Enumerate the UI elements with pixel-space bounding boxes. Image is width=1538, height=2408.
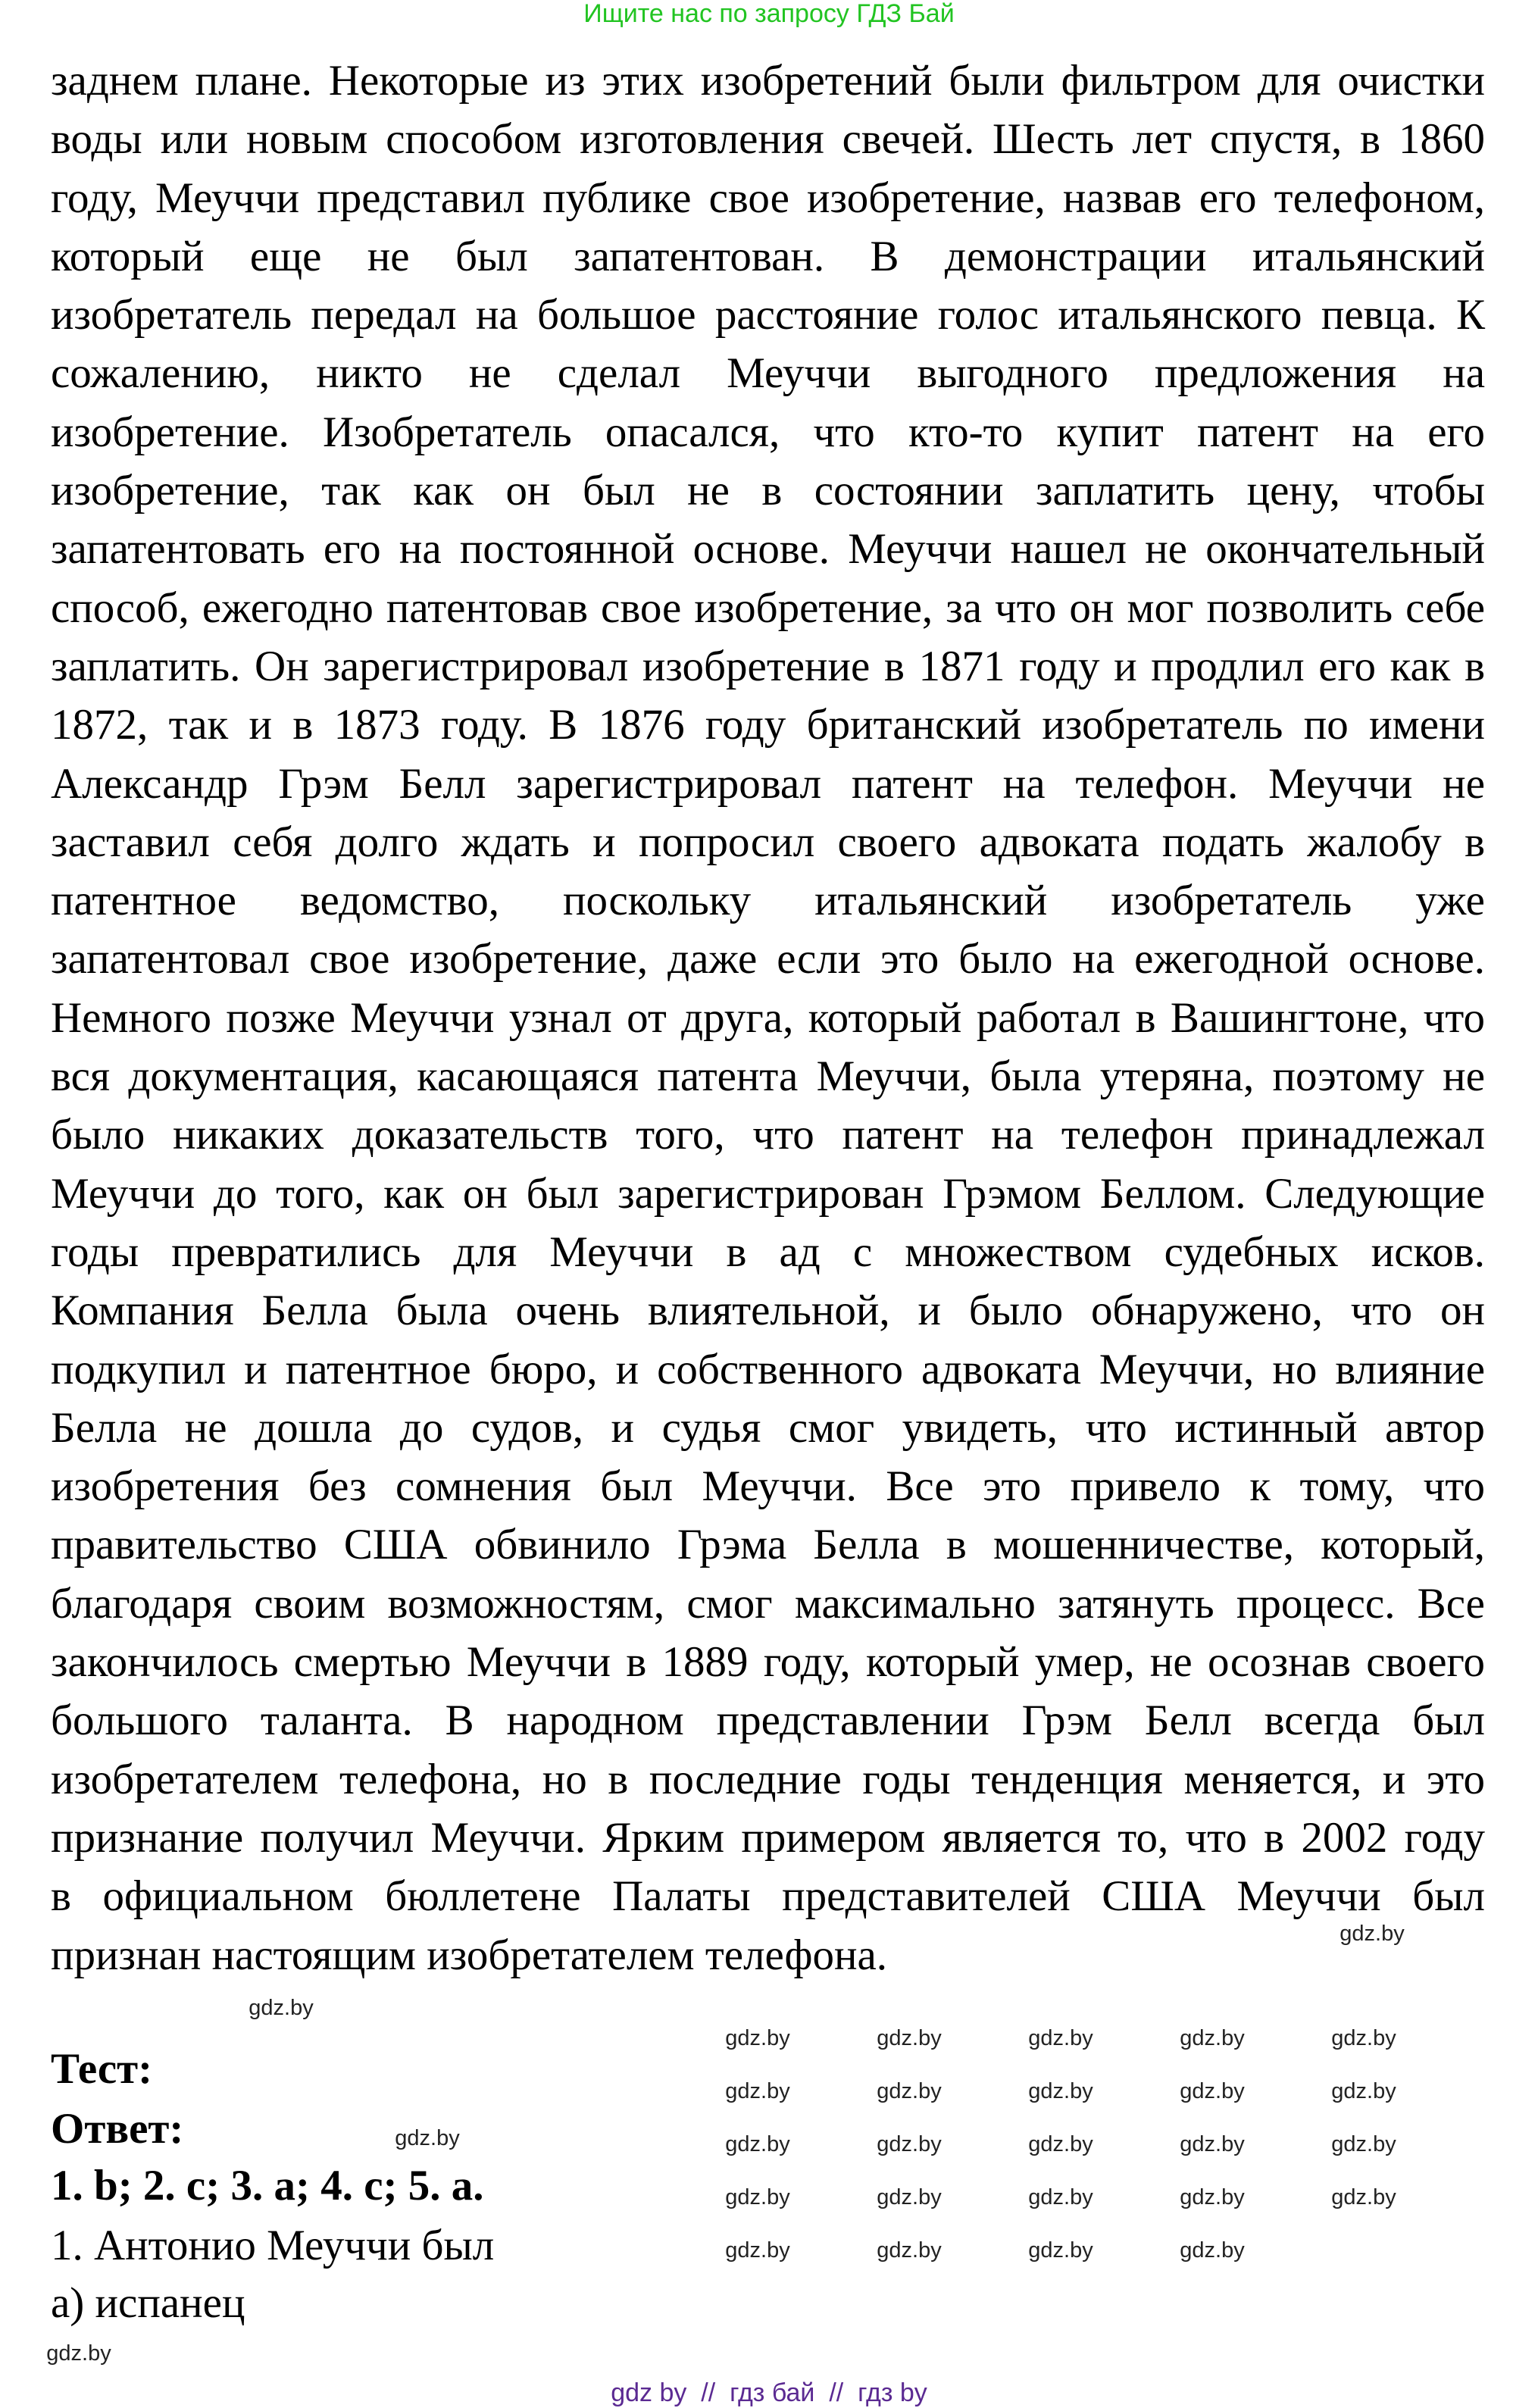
answer-key: 1. b; 2. c; 3. a; 4. c; 5. a. — [51, 2162, 484, 2209]
text-line: патентное ведомство, поскольку итальянский изобретатель уже — [51, 877, 1485, 925]
watermark: gdz.by — [1028, 2079, 1093, 2103]
test-heading: Тест: — [51, 2045, 153, 2093]
watermark: gdz.by — [1331, 2026, 1396, 2050]
footer-links: gdz by // гдз бай // гдз by — [611, 2378, 927, 2407]
text-line: Александр Грэм Белл зарегистрировал патент на телефон. Меуччи не — [51, 759, 1485, 808]
text-line: заплатить. Он зарегистрировал изобретение в 1871 году и продлил его как в — [51, 642, 1485, 690]
watermark: gdz.by — [1180, 2026, 1245, 2050]
header-banner: Ищите нас по запросу ГДЗ Бай — [583, 0, 955, 28]
watermark: gdz.by — [1339, 1922, 1405, 1946]
body-paragraph — [51, 52, 1485, 1984]
text-line: 1872, так и в 1873 году. В 1876 году британский изобретатель по имени — [51, 701, 1485, 749]
text-line: большого таланта. В народном представлении Грэм Белл всегда был — [51, 1697, 1485, 1745]
text-line: годы превратились для Меуччи в ад с множеством судебных исков. — [51, 1227, 1485, 1276]
text-line: заднем плане. Некоторые из этих изобретений были фильтром для очистки — [51, 57, 1485, 105]
text-line: изобретателем телефона, но в последние годы тенденция меняется, и это — [51, 1755, 1485, 1803]
text-line: изобретение. Изобретатель опасался, что кто-то купит патент на его — [51, 408, 1485, 456]
text-line: запатентовал свое изобретение, даже если это было на ежегодной основе. — [51, 935, 1485, 984]
watermark: gdz.by — [1180, 2132, 1245, 2156]
text-line: было никаких доказательств того, что патент на телефон принадлежал — [51, 1111, 1485, 1159]
watermark: gdz.by — [725, 2238, 790, 2263]
watermark: gdz.by — [877, 2132, 942, 2156]
watermark: gdz.by — [1180, 2238, 1245, 2263]
watermark: gdz.by — [46, 2341, 111, 2366]
text-line: Компания Белла была очень влиятельной, и было обнаружено, что он — [51, 1287, 1485, 1335]
text-line: в официальном бюллетене Палаты представителей США Меуччи был — [51, 1872, 1485, 1921]
watermark: gdz.by — [1331, 2185, 1396, 2209]
watermark: gdz.by — [395, 2126, 460, 2150]
text-line: благодаря своим возможностям, смог максимально затянуть процесс. Все — [51, 1579, 1485, 1628]
watermark: gdz.by — [1028, 2238, 1093, 2263]
text-line: Белла не дошла до судов, и судья смог увидеть, что истинный автор — [51, 1403, 1485, 1452]
watermark: gdz.by — [1180, 2185, 1245, 2209]
text-line: способ, ежегодно патентовав свое изобретение, за что он мог позволить себе — [51, 583, 1485, 632]
question-text: 1. Антонио Меуччи был — [51, 2222, 495, 2269]
watermark: gdz.by — [877, 2238, 942, 2263]
text-line: вся документация, касающаяся патента Меуччи, была утеряна, поэтому не — [51, 1052, 1485, 1101]
text-line: признание получил Меуччи. Ярким примером является то, что в 2002 году — [51, 1813, 1485, 1862]
text-line: году, Меуччи представил публике свое изобретение, назвав его телефоном, — [51, 174, 1485, 222]
text-line: который еще не был запатентован. В демонстрации итальянский — [51, 232, 1485, 280]
watermark: gdz.by — [1331, 2079, 1396, 2103]
watermark: gdz.by — [725, 2185, 790, 2209]
watermark: gdz.by — [877, 2079, 942, 2103]
watermark: gdz.by — [725, 2079, 790, 2103]
watermark: gdz.by — [1028, 2026, 1093, 2050]
watermark: gdz.by — [1028, 2185, 1093, 2209]
watermark: gdz.by — [725, 2132, 790, 2156]
text-line: Меуччи до того, как он был зарегистрирован Грэмом Беллом. Следующие — [51, 1169, 1485, 1218]
watermark: gdz.by — [1331, 2132, 1396, 2156]
watermark: gdz.by — [1028, 2132, 1093, 2156]
text-line: сожалению, никто не сделал Меуччи выгодного предложения на — [51, 349, 1485, 398]
text-line: закончилось смертью Меуччи в 1889 году, который умер, не осознав своего — [51, 1638, 1485, 1687]
text-line: признан настоящим изобретателем телефона. — [51, 1931, 888, 1979]
watermark: gdz.by — [877, 2185, 942, 2209]
text-line: изобретения без сомнения был Меуччи. Все это привело к тому, что — [51, 1462, 1485, 1511]
text-line: воды или новым способом изготовления свечей. Шесть лет спустя, в 1860 — [51, 115, 1485, 164]
text-line: подкупил и патентное бюро, и собственного адвоката Меуччи, но влияние — [51, 1345, 1485, 1393]
watermark: gdz.by — [249, 1996, 314, 2020]
text-line: Немного позже Меуччи узнал от друга, который работал в Вашингтоне, что — [51, 993, 1485, 1042]
text-line: изобретение, так как он был не в состоянии заплатить цену, чтобы — [51, 467, 1485, 515]
watermark: gdz.by — [1180, 2079, 1245, 2103]
answer-label: Ответ: — [51, 2105, 184, 2153]
watermark: gdz.by — [877, 2026, 942, 2050]
text-line: заставил себя долго ждать и попросил своего адвоката подать жалобу в — [51, 818, 1485, 866]
text-line: запатентовать его на постоянной основе. Меуччи нашел не окончательный — [51, 525, 1485, 574]
text-line: правительство США обвинило Грэма Белла в мошенничестве, который, — [51, 1521, 1485, 1569]
answer-option: а) испанец — [51, 2279, 245, 2327]
text-line: изобретатель передал на большое расстояние голос итальянского певца. К — [51, 291, 1485, 339]
watermark: gdz.by — [725, 2026, 790, 2050]
